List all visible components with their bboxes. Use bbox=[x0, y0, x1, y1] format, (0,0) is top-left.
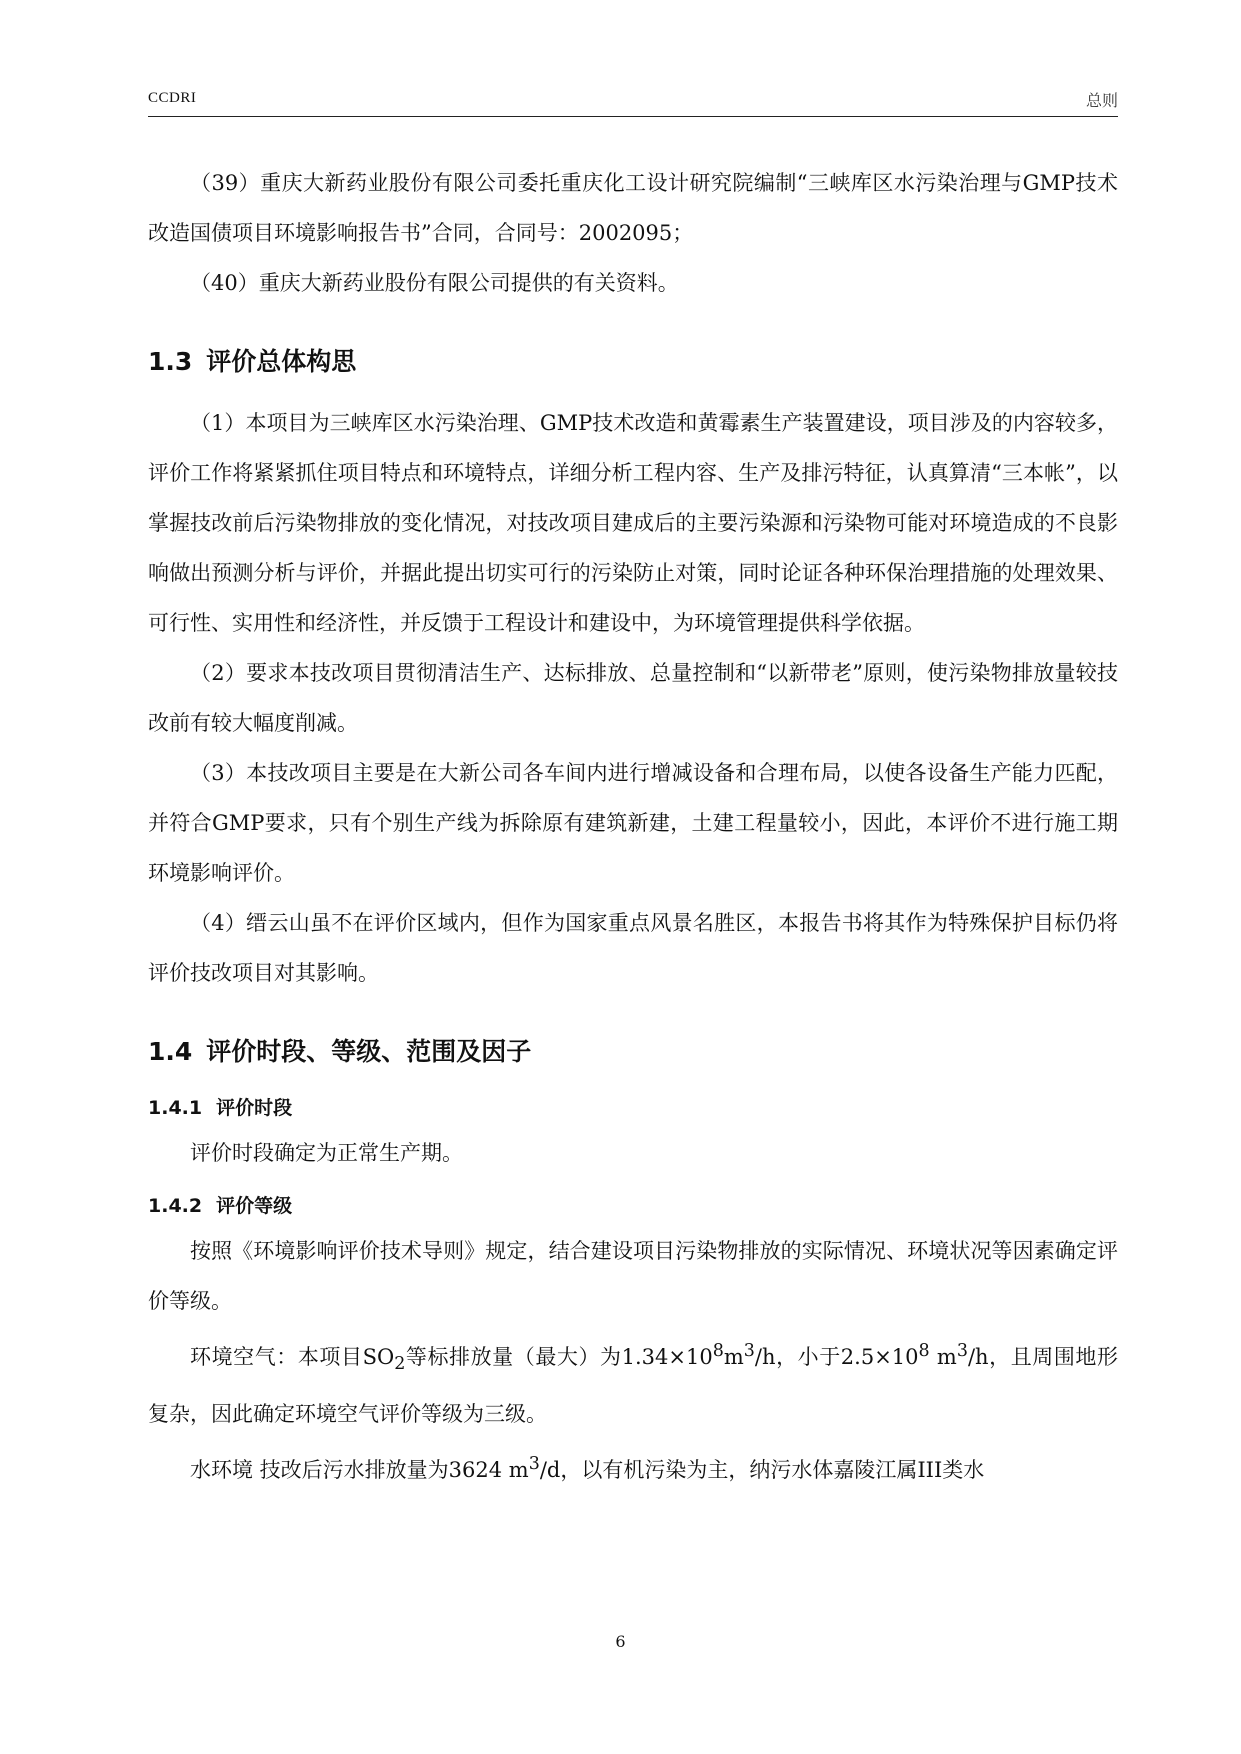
subsection-title: 评价等级 bbox=[216, 1195, 293, 1217]
subsection-number: 1.4.2 bbox=[148, 1195, 203, 1217]
air-environment-paragraph bbox=[148, 1326, 1118, 1439]
text-run: 等标排放量（最大）为1.34×10 bbox=[405, 1345, 713, 1369]
section-heading-1-4 bbox=[148, 1032, 1118, 1072]
subscript: 2 bbox=[394, 1354, 406, 1375]
text-run: 水环境 技改后污水排放量为3624 m bbox=[190, 1458, 529, 1483]
text-run: /d，以有机污染为主，纳污水体嘉陵江属III类水 bbox=[539, 1458, 985, 1483]
paragraph: （3）本技改项目主要是在大新公司各车间内进行增减设备和合理布局，以使各设备生产能力匹配，并符合GMP要求，只有个别生产线为拆除原有建筑新建，土建工程量较小，因此，本评价不进行施工期环境影响评价。 bbox=[148, 761, 1118, 885]
superscript: 8 bbox=[918, 1341, 930, 1361]
section-heading-1-3 bbox=[148, 342, 1118, 382]
paragraph: （4）缙云山虽不在评价区域内，但作为国家重点风景名胜区，本报告书将其作为特殊保护目标仍将评价技改项目对其影响。 bbox=[148, 911, 1118, 985]
paragraph: 按照《环境影响评价技术导则》规定，结合建设项目污染物排放的实际情况、环境状况等因素确定评价等级。 bbox=[148, 1239, 1118, 1313]
water-environment-paragraph bbox=[148, 1439, 1118, 1495]
paragraph: （1）本项目为三峡库区水污染治理、GMP技术改造和黄霉素生产装置建设，项目涉及的内容较多，评价工作将紧紧抓住项目特点和环境特点，详细分析工程内容、生产及排污特征，认真算清“三本帐”，以掌握技改前后污染物排放的变化情况，对技改项目建成后的主要污染源和污染物可能对环境造成的不良影响做出预测分析与评价，并据此提出切实可行的污染防止对策，同时论证各种环保治理措施的处理效果、可行性、实用性和经济性，并反馈于工程设计和建设中，为环境管理提供科学依据。 bbox=[148, 411, 1118, 635]
reference-item-40: （40）重庆大新药业股份有限公司提供的有关资料。 bbox=[190, 271, 679, 295]
superscript: 3 bbox=[528, 1454, 540, 1475]
section-title: 评价时段、等级、范围及因子 bbox=[206, 1037, 532, 1066]
reference-item-39: （39）重庆大新药业股份有限公司委托重庆化工设计研究院编制“三峡库区水污染治理与GMP技术改造国债项目环境影响报告书”合同，合同号：2002095； bbox=[148, 171, 1118, 245]
superscript: 3 bbox=[956, 1341, 968, 1361]
header-chapter-label: 总则 bbox=[1085, 91, 1118, 110]
header-org-label: CCDRI bbox=[148, 90, 197, 106]
superscript: 8 bbox=[712, 1341, 724, 1361]
page-header bbox=[148, 86, 1118, 117]
paragraph: 评价时段确定为正常生产期。 bbox=[190, 1141, 463, 1165]
page-number: 6 bbox=[615, 1632, 626, 1651]
subsection-heading-1-4-1 bbox=[148, 1088, 1118, 1128]
section-number: 1.4 bbox=[148, 1037, 193, 1066]
text-run: m bbox=[723, 1345, 744, 1369]
page-body bbox=[148, 158, 1118, 1495]
text-run: /h，小于2.5×10 bbox=[754, 1345, 919, 1369]
text-run: /h，且周围地形复杂，因此确定环境空气评价等级为三级。 bbox=[148, 1345, 1118, 1427]
section-number: 1.3 bbox=[148, 347, 193, 376]
superscript: 3 bbox=[743, 1341, 755, 1361]
subsection-heading-1-4-2 bbox=[148, 1186, 1118, 1226]
paragraph: （2）要求本技改项目贯彻清洁生产、达标排放、总量控制和“以新带老”原则，使污染物排放量较技改前有较大幅度削减。 bbox=[148, 661, 1118, 735]
text-run: 环境空气：本项目SO bbox=[190, 1345, 395, 1369]
text-run: m bbox=[929, 1345, 957, 1369]
subsection-number: 1.4.1 bbox=[148, 1097, 203, 1119]
section-title: 评价总体构思 bbox=[206, 347, 357, 376]
subsection-title: 评价时段 bbox=[216, 1097, 293, 1119]
